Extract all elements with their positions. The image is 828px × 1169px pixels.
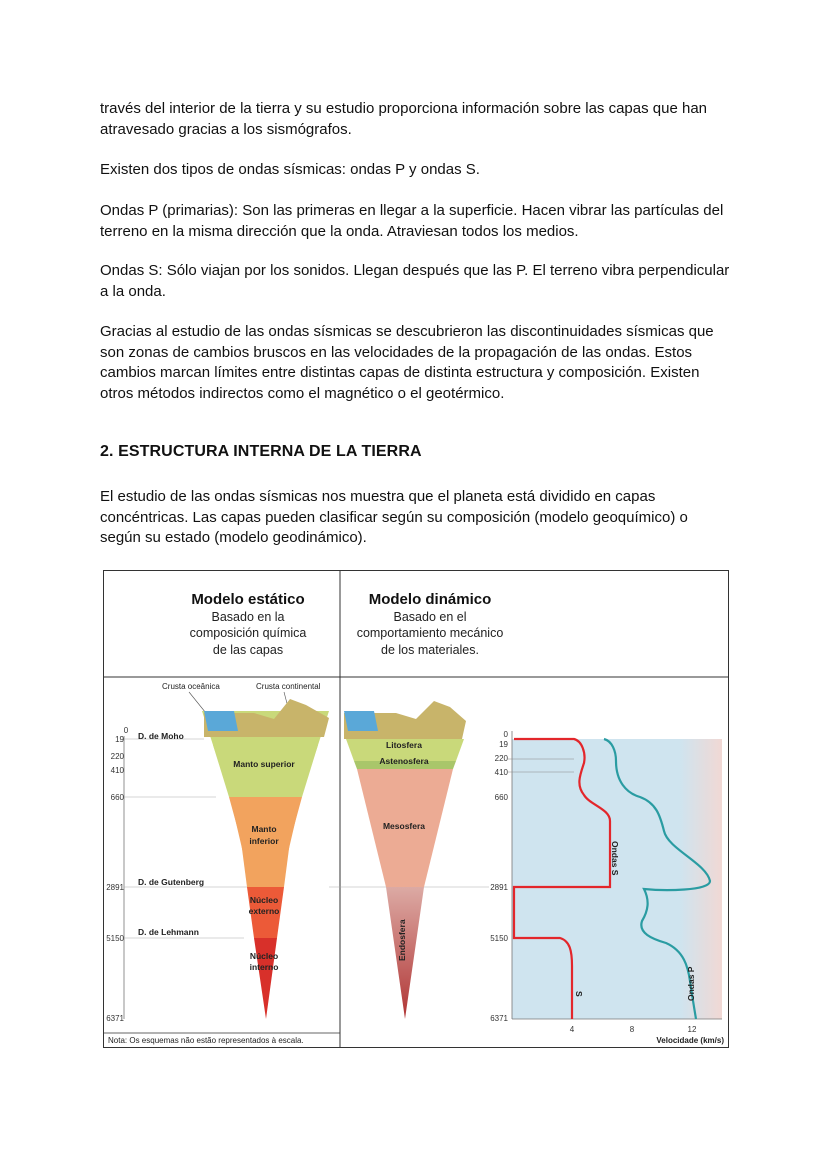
svg-text:0: 0 [123, 726, 129, 735]
static-model-title: Modelo estático [191, 591, 305, 608]
s-label: S [574, 991, 584, 997]
svg-text:220: 220 [110, 752, 124, 761]
svg-text:2891: 2891 [490, 883, 508, 892]
svg-text:660: 660 [110, 793, 124, 802]
svg-text:19: 19 [499, 740, 508, 749]
asthenosphere-label: Astenosfera [379, 756, 429, 766]
velocity-tick-4: 4 [569, 1025, 575, 1034]
section-intro: El estudio de las ondas sísmicas nos muestra que el planeta está dividido en capas concéntricas. Las capas pueden clasificar según su composición (modelo geoquímico) o según su estado (modelo geodinámico). [100, 488, 688, 546]
gutenberg-label: D. de Gutenberg [138, 877, 205, 887]
svg-text:5150: 5150 [106, 934, 124, 943]
lithosphere-label: Litosfera [386, 740, 422, 750]
moho-label: D. de Moho [138, 731, 184, 741]
outer-core-label-2: externo [248, 906, 280, 916]
svg-text:6371: 6371 [106, 1014, 124, 1023]
velocity-tick-12: 12 [687, 1025, 697, 1034]
svg-text:410: 410 [110, 766, 124, 775]
mesosphere-label: Mesosfera [382, 821, 426, 831]
paragraph-discontinuities: Gracias al estudio de las ondas sísmicas se descubrieron las discontinuidades sísmicas que son zonas de cambios bruscos en las velocidades de la propagación de las ondas. Estos cambios marcan límites entre distintas capas de distinta estructura y composición. Existen otros métodos indirectos como el magnético o el geotérmico. [100, 323, 714, 402]
figure-note: Nota: Os esquemas não estão representados à escala. [108, 1036, 304, 1045]
paragraph-wave-types: Existen dos tipos de ondas sísmicas: ondas P y ondas S. [100, 161, 480, 178]
static-model-subtitle-3: de las capas [212, 643, 284, 657]
svg-text:2891: 2891 [106, 883, 124, 892]
lower-mantle-label-2: inferior [249, 836, 279, 846]
dynamic-model-subtitle-2: comportamiento mecánico [356, 626, 504, 640]
svg-text:6371: 6371 [490, 1014, 508, 1023]
lower-mantle-label-1: Manto [251, 824, 277, 834]
earth-structure-diagram [104, 571, 729, 1048]
dynamic-model-subtitle-1: Basado en el [393, 610, 467, 624]
endosphere-label: Endosfera [397, 919, 407, 961]
lehmann-label: D. de Lehmann [138, 927, 199, 937]
outer-core-label-1: Núcleo [249, 895, 279, 905]
svg-text:0: 0 [503, 730, 508, 739]
earth-structure-figure [103, 570, 729, 1048]
upper-mantle-label: Manto superior [233, 759, 295, 769]
velocity-tick-8: 8 [629, 1025, 635, 1034]
svg-text:660: 660 [494, 793, 508, 802]
velocity-axis-label: Velocidade (km/s) [656, 1036, 724, 1045]
svg-text:5150: 5150 [490, 934, 508, 943]
svg-text:19: 19 [115, 735, 124, 744]
svg-text:220: 220 [494, 754, 508, 763]
oceanic-crust-label: Crusta oceânica [162, 682, 220, 691]
paragraph-p-waves: Ondas P (primarias): Son las primeras en llegar a la superficie. Hacen vibrar las partículas del terreno en la misma dirección que la onda. Atraviesan todos los medios. [100, 202, 724, 240]
section-heading: 2. ESTRUCTURA INTERNA DE LA TIERRA [100, 443, 422, 460]
svg-text:410: 410 [494, 768, 508, 777]
inner-core-label-1: Núcleo [249, 951, 279, 961]
dynamic-model-title: Modelo dinámico [368, 591, 492, 608]
paragraph-seismic-intro: través del interior de la tierra y su estudio proporciona información sobre las capas que han atravesado gracias a los sismógrafos. [100, 100, 708, 138]
p-waves-label: Ondas P [686, 966, 696, 1001]
paragraph-s-waves: Ondas S: Sólo viajan por los sonidos. Llegan después que las P. El terreno vibra perpendicular a la onda. [100, 262, 730, 300]
s-waves-label: Ondas S [610, 841, 620, 876]
inner-core-label-2: interno [249, 962, 279, 972]
dynamic-model-subtitle-3: de los materiales. [381, 643, 479, 657]
continental-crust-label: Crusta continental [256, 682, 321, 691]
static-model-subtitle-2: composición química [189, 626, 307, 640]
static-model-subtitle-1: Basado en la [211, 610, 285, 624]
